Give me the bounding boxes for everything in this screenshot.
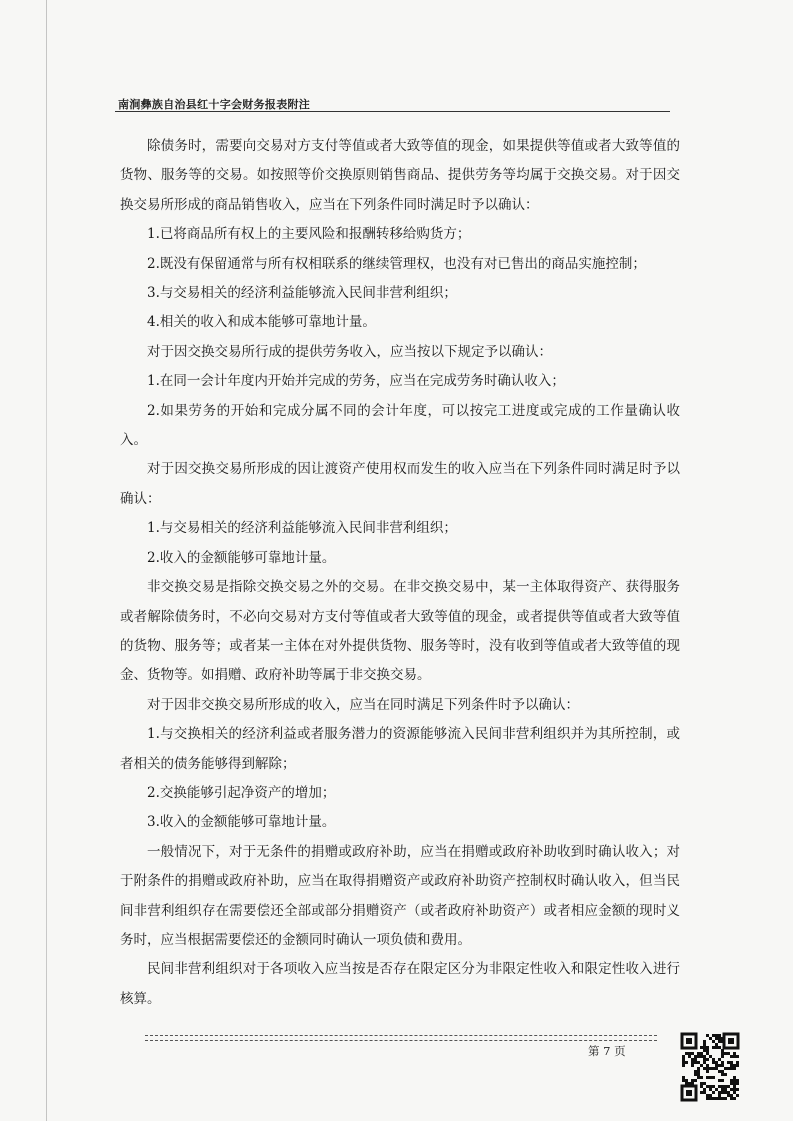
list-item: 4.相关的收入和成本能够可靠地计量。 [147, 314, 376, 331]
binding-margin-line [46, 0, 47, 1121]
paragraph: 对于因交换交易所形成的因让渡资产使用权而发生的收入应当在下列条件同时满足时予以确认： [120, 461, 680, 507]
list-item: 2.交换能够引起净资产的增加； [147, 784, 336, 801]
document-body [120, 132, 680, 1014]
list-item: 1.与交易相关的经济利益能够流入民间非营利组织； [147, 520, 457, 537]
page-header: 南涧彝族自治县红十字会财务报表附注 [118, 98, 311, 111]
paragraph: 除债务时，需要向交易对方支付等值或者大致等值的现金，如果提供等值或者大致等值的货物、服务等的交易。如按照等价交换原则销售商品、提供劳务等均属于交换交易。对于因交换交易所形成的商品销售收入，应当在下列条件同时满足时予以确认： [120, 138, 680, 213]
list-item: 3.收入的金额能够可靠地计量。 [147, 814, 336, 831]
footer-rule-bottom [145, 1040, 657, 1041]
list-item: 2.既没有保留通常与所有权相联系的继续管理权，也没有对已售出的商品实施控制； [147, 255, 646, 272]
paragraph: 一般情况下，对于无条件的捐赠或政府补助，应当在捐赠或政府补助收到时确认收入；对于附条件的捐赠或政府补助，应当在取得捐赠资产或政府补助资产控制权时确认收入，但当民间非营利组织存在需要偿还全部或部分捐赠资产（或者政府补助资产）或者相应金额的现时义务时，应当根据需要偿还的金额同时确认一项负债和费用。 [120, 843, 680, 948]
paragraph: 对于因交换交易所行成的提供劳务收入，应当按以下规定予以确认： [147, 343, 552, 360]
paragraph: 对于因非交换交易所形成的收入，应当在同时满足下列条件时予以确认： [147, 696, 579, 713]
list-item: 1.已将商品所有权上的主要风险和报酬转移给购货方； [147, 226, 471, 243]
paragraph: 非交换交易是指除交换交易之外的交易。在非交换交易中，某一主体取得资产、获得服务或者解除债务时，不必向交易对方支付等值或者大致等值的现金，或者提供等值或者大致等值的货物、服务等；或者某一主体在对外提供货物、服务等时，没有收到等值或者大致等值的现金、货物等。如捐赠、政府补助等属于非交换交易。 [120, 579, 680, 684]
header-rule [115, 111, 670, 112]
list-item: 2.如果劳务的开始和完成分属不同的会计年度，可以按完工进度或完成的工作量确认收入。 [120, 402, 680, 449]
list-item: 1.在同一会计年度内开始并完成的劳务，应当在完成劳务时确认收入； [147, 373, 565, 390]
qr-code-icon [680, 1032, 740, 1102]
list-item: 3.与交易相关的经济利益能够流入民间非营利组织； [147, 285, 457, 302]
page-number: 第 7 页 [588, 1044, 626, 1058]
list-item: 2.收入的金额能够可靠地计量。 [147, 549, 336, 566]
list-item: 1.与交换相关的经济利益或者服务潜力的资源能够流入民间非营利组织并为其所控制，或者相关的债务能够得到解除； [120, 726, 680, 772]
paragraph: 民间非营利组织对于各项收入应当按是否存在限定区分为非限定性收入和限定性收入进行核算。 [120, 961, 680, 1007]
footer-rule-top [145, 1035, 657, 1036]
